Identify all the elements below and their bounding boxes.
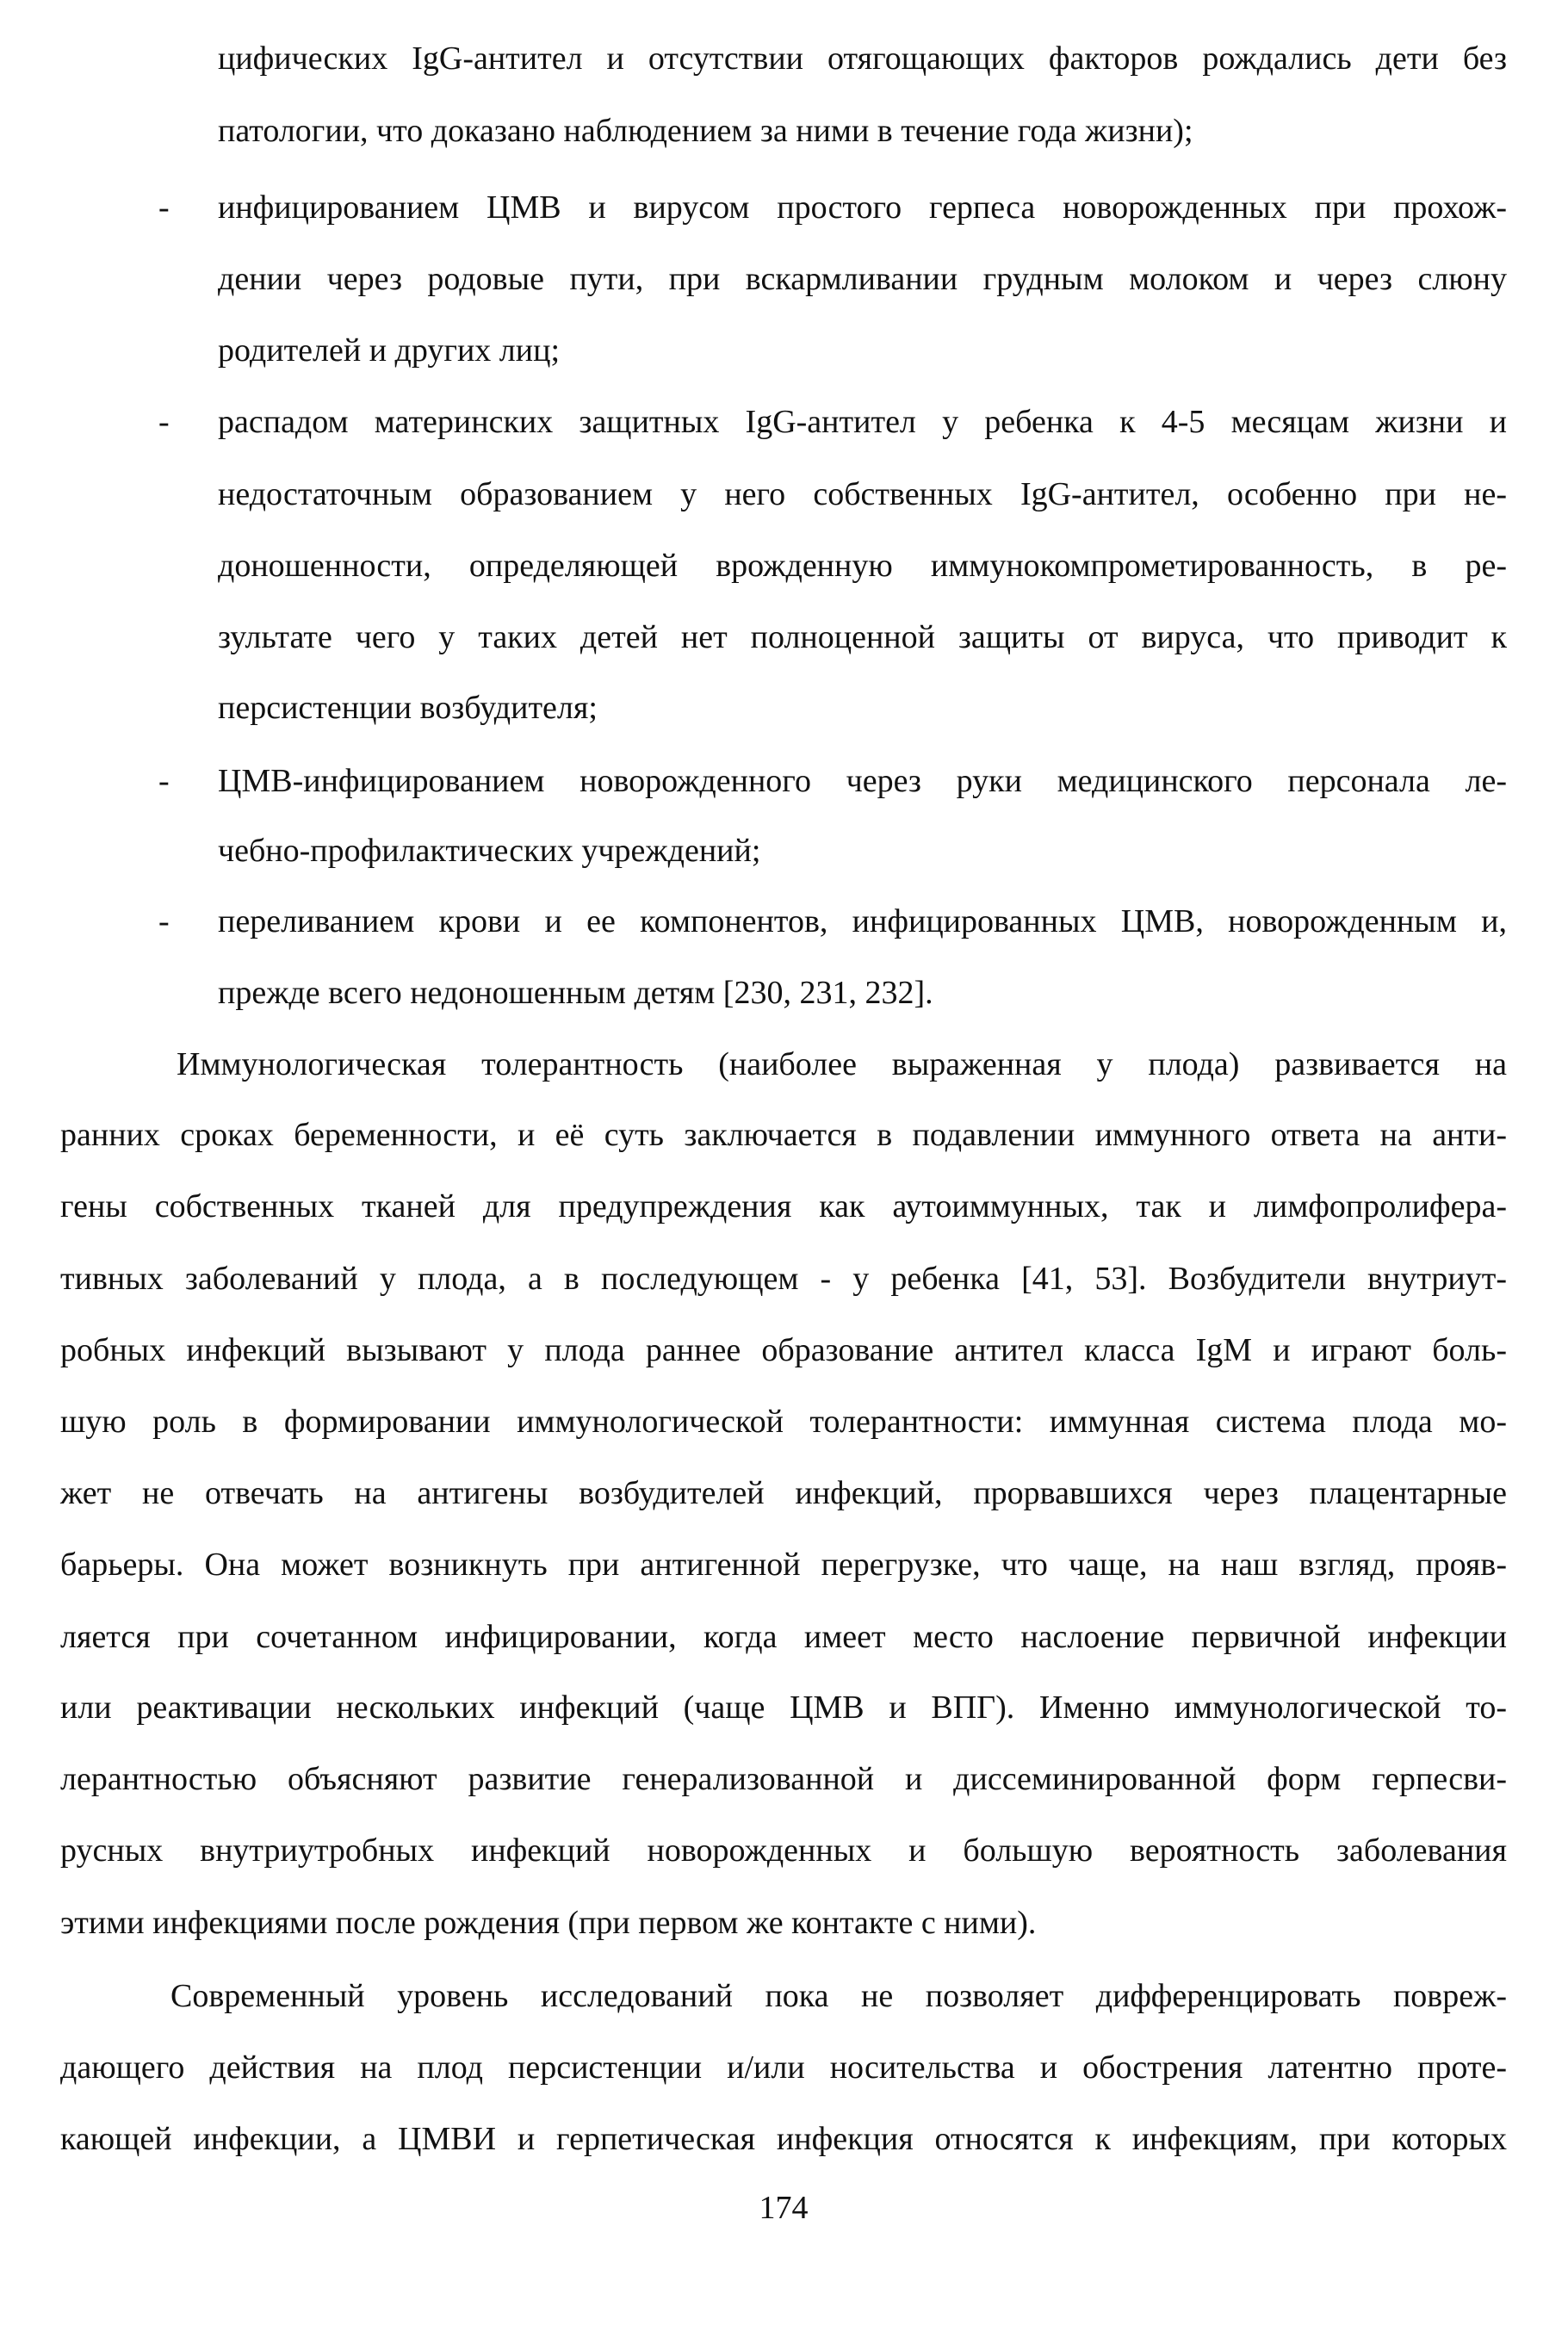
paragraph-line: барьеры. Она может возникнуть при антигенной перегрузке, что чаще, на наш взгляд, прояв- [60,1547,1507,1583]
list-item-line: доношенности, определяющей врожденную иммунокомпрометированность, в ре- [218,548,1507,584]
list-item-line: родителей и других лиц; [218,332,560,369]
list-item-line: чебно-профилактических учреждений; [218,833,761,869]
bullet-dash: - [158,763,170,799]
list-item-line: распадом материнских защитных IgG-антител у ребенка к 4-5 месяцам жизни и [218,404,1507,440]
list-item-line: зультате чего у таких детей нет полноценной защиты от вируса, что приводит к [218,619,1507,655]
paragraph-line: ляется при сочетанном инфицировании, когда имеет место наслоение первичной инфекции [60,1619,1507,1655]
list-item-line: персистенции возбудителя; [218,690,598,726]
paragraph-line: тивных заболеваний у плода, а в последующем - у ребенка [41, 53]. Возбудители внутриут- [60,1261,1507,1297]
paragraph-line: кающей инфекции, а ЦМВИ и герпетическая инфекция относятся к инфекциям, при которых [60,2121,1507,2157]
paragraph-line: дающего действия на плод персистенции и/или носительства и обострения латентно проте- [60,2049,1507,2086]
list-item-line: дении через родовые пути, при вскармливании грудным молоком и через слюну [218,261,1507,297]
list-item-line: переливанием крови и ее компонентов, инфицированных ЦМВ, новорожденным и, [218,903,1507,939]
list-item-line: патологии, что доказано наблюдением за ними в течение года жизни); [218,113,1193,149]
paragraph-line: шую роль в формировании иммунологической толерантности: иммунная система плода мо- [60,1404,1507,1440]
paragraph-line: этими инфекциями после рождения (при первом же контакте с ними). [60,1905,1037,1941]
list-item-line: недостаточным образованием у него собственных IgG-антител, особенно при не- [218,476,1507,512]
paragraph-line: гены собственных тканей для предупреждения как аутоиммунных, так и лимфопролифера- [60,1188,1507,1224]
bullet-dash: - [158,404,170,440]
list-item-line: цифических IgG-антител и отсутствии отягощающих факторов рождались дети без [218,40,1507,77]
paragraph-line: робных инфекций вызывают у плода раннее образование антител класса IgM и играют боль- [60,1332,1507,1368]
paragraph-line: русных внутриутробных инфекций новорожденных и большую вероятность заболевания [60,1832,1507,1869]
paragraph-line: жет не отвечать на антигены возбудителей инфекций, прорвавшихся через плацентарные [60,1475,1507,1511]
paragraph-line: Иммунологическая толерантность (наиболее выраженная у плода) развивается на [177,1046,1507,1082]
list-item-line: ЦМВ-инфицированием новорожденного через руки медицинского персонала ле- [218,763,1507,799]
page-number: 174 [759,2190,809,2226]
paragraph-line: Современный уровень исследований пока не позволяет дифференцировать повреж- [170,1978,1507,2014]
bullet-dash: - [158,189,170,226]
paragraph-line: лерантностью объясняют развитие генерализованной и диссеминированной форм герпесви- [60,1761,1507,1797]
list-item-line: прежде всего недоношенным детям [230, 231, 232]. [218,975,933,1011]
list-item-line: инфицированием ЦМВ и вирусом простого герпеса новорожденных при прохож- [218,189,1507,226]
paragraph-line: ранних сроках беременности, и её суть заключается в подавлении иммунного ответа на анти- [60,1117,1507,1153]
bullet-dash: - [158,903,170,939]
paragraph-line: или реактивации нескольких инфекций (чаще ЦМВ и ВПГ). Именно иммунологической то- [60,1690,1507,1726]
